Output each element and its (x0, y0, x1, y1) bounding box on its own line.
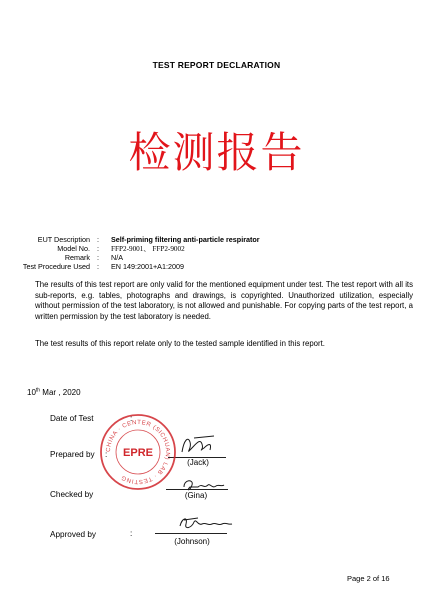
info-colon: : (97, 253, 99, 262)
info-label: Test Procedure Used (22, 262, 90, 271)
date-rest: Mar , 2020 (40, 388, 81, 397)
approved-by-label: Approved by (50, 530, 96, 539)
info-value: Self-priming filtering anti-particle respirator (111, 235, 260, 244)
approved-by-colon: : (130, 529, 133, 538)
prepared-by-colon: : (105, 450, 108, 459)
info-value: N/A (111, 253, 123, 262)
page-number: Page 2 of 16 (347, 574, 390, 583)
report-date (27, 388, 81, 397)
info-label: EUT Description (37, 235, 90, 244)
date-day: 10 (27, 388, 36, 397)
stamp-ring-text: CHINA · CENTER (SICHUAN) LAB · TESTING (105, 419, 171, 485)
info-colon: : (97, 262, 99, 271)
relation-paragraph: The test results of this report relate only to the tested sample identified in this report. (35, 339, 325, 348)
info-row-test-procedure (0, 262, 433, 272)
info-label: Remark (64, 253, 90, 262)
report-declaration-title: TEST REPORT DECLARATION (152, 60, 281, 70)
approved-by-name: (Johnson) (174, 537, 210, 546)
info-value: FFP2-9001、 FFP2-9002 (111, 245, 185, 253)
checked-by-label: Checked by (50, 490, 94, 499)
validity-paragraph: The results of this test report are only valid for the mentioned equipment under test. The test report with all its sub-reports, e.g. tables, photographs and drawings, is copyrighted. Unauthorized utilization, especially without permission of the test laboratory, is not allowed and punishable. For copying parts of the test report, a written permission by the test laboratory is needed. (35, 280, 413, 321)
signature-jack (174, 432, 224, 460)
date-of-test-colon: : (130, 414, 133, 423)
info-colon: : (97, 235, 99, 244)
stamp-center-text: EPRE (123, 447, 153, 459)
signature-gina (178, 475, 228, 495)
official-stamp (98, 412, 178, 492)
chinese-report-title: 检测报告 (128, 128, 305, 177)
prepared-by-name: (Jack) (187, 458, 209, 467)
info-label: Model No. (57, 244, 90, 253)
info-value: EN 149:2001+A1:2009 (111, 262, 184, 271)
info-colon: : (97, 244, 99, 253)
signature-johnson (172, 512, 236, 534)
date-suffix: th (35, 387, 41, 394)
date-of-test-label: Date of Test (50, 414, 94, 423)
prepared-by-label: Prepared by (50, 450, 95, 459)
checked-by-name: (Gina) (184, 491, 208, 500)
